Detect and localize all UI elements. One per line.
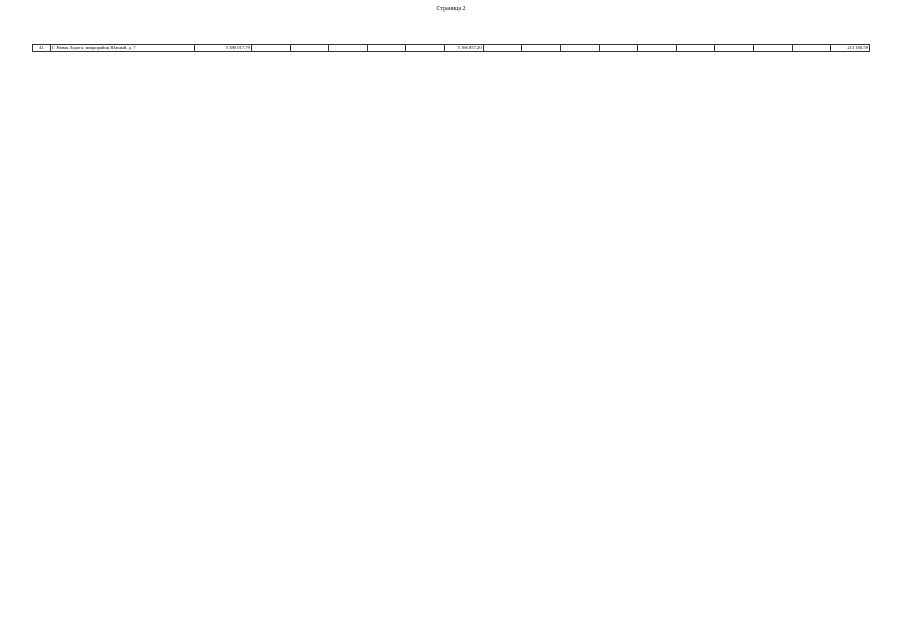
register-table-body <box>33 45 870 52</box>
table-cell <box>522 45 561 52</box>
table-cell: 41 <box>33 45 51 52</box>
table-cell <box>754 45 793 52</box>
table-cell: 5 380 017,79 <box>195 45 252 52</box>
table-cell <box>638 45 677 52</box>
table-cell <box>483 45 522 52</box>
register-table <box>32 44 870 52</box>
table-cell <box>406 45 445 52</box>
table-cell: 5 166 857,20 <box>445 45 484 52</box>
table-cell <box>676 45 715 52</box>
table-cell <box>599 45 638 52</box>
page-header: Страница 2 <box>436 6 466 12</box>
table-cell <box>560 45 599 52</box>
table-cell <box>792 45 831 52</box>
register-table-sheet <box>32 44 870 52</box>
table-cell <box>329 45 368 52</box>
table-cell <box>251 45 290 52</box>
table-cell <box>367 45 406 52</box>
table-cell <box>715 45 754 52</box>
table-cell <box>290 45 329 52</box>
table-cell: 213 160,59 <box>831 45 870 52</box>
table-cell: Г. Новая Ладога, микрорайон Южный, д. 7 <box>51 45 195 52</box>
table-row <box>33 45 870 52</box>
